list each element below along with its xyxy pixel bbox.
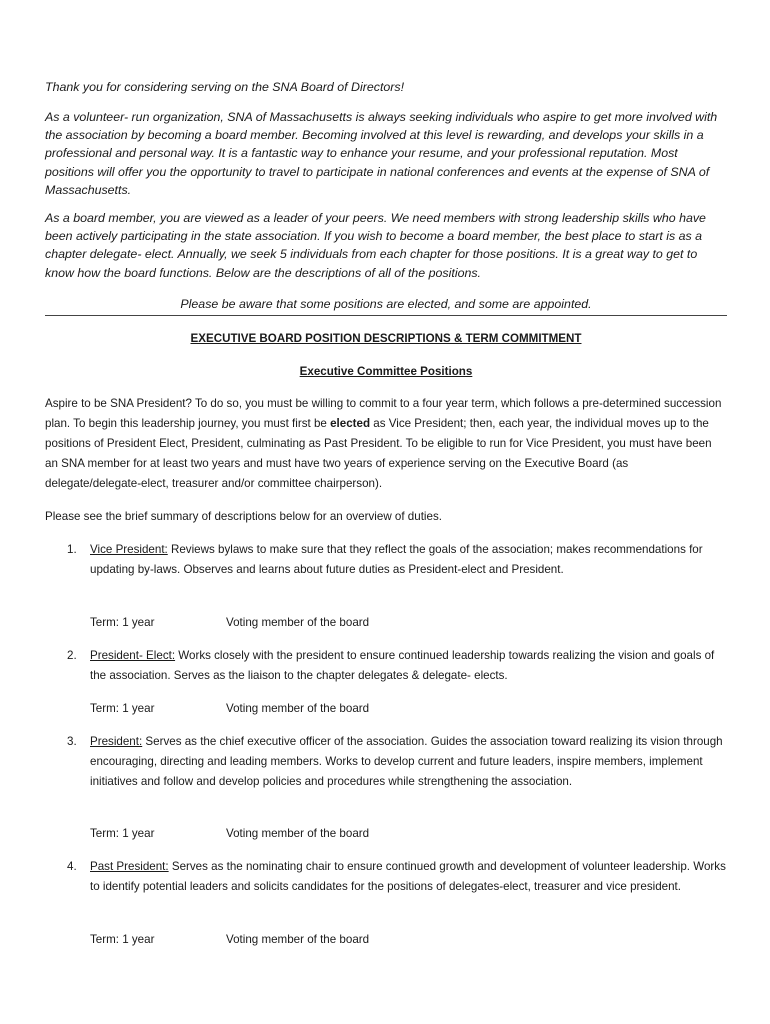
position-description [90,732,727,792]
list-number: 3. [67,735,77,748]
summary-note: Please see the brief summary of descriptions below for an overview of duties. [45,510,442,523]
list-number: 4. [67,860,77,873]
voting-status: Voting member of the board [226,702,370,715]
aspire-text-after: as Vice President; then, each year, the individual moves up to the positions of President Elect, President, culminating as Past President. To be eligible to run for Vice President, you must have been an SNA member for at least two years and must have two years of experience serving on the Executive Board (as delegate/delegate-elect, treasurer and/or committee chairperson). [45,417,712,490]
position-desc-text: Reviews bylaws to make sure that they reflect the goals of the association; makes recommendations for updating by-laws. Observes and learns about future duties as President-elect and President. [90,543,703,576]
term-length: Term: 1 year [90,827,155,840]
term-length: Term: 1 year [90,933,155,946]
position-title: Vice President: [90,543,168,556]
list-number: 2. [67,649,77,662]
position-title: Past President: [90,860,169,873]
position-desc-text: Works closely with the president to ensure continued leadership towards realizing the vision and goals of the association. Serves as the liaison to the chapter delegates & delegate- elects. [90,649,715,682]
aspire-paragraph [45,394,725,494]
position-title: President- Elect: [90,649,176,662]
horizontal-divider [45,315,727,316]
aspire-bold-elected: elected [330,417,371,430]
intro-paragraph-1: As a volunteer- run organization, SNA of Massachusetts is always seeking individuals who aspire to get more involved with the association by becoming a board member. Becoming involved at this level is rewarding, and develops your skills in a professional and personal way. It is a fantastic way to enhance your resume, and your professional reputation. Most positions will offer you the opportunity to travel to participate in national conferences and events at the expense of SNA of Massachusetts. [45,110,718,197]
position-title: President: [90,735,143,748]
list-number: 1. [67,543,77,556]
aspire-text-before: Aspire to be SNA President? To do so, you must be willing to commit to a four year term, which follows a pre-determined succession plan. To begin this leadership journey, you must first be [45,397,722,430]
position-description [90,540,727,580]
position-description [90,857,727,897]
position-desc-text: Serves as the nominating chair to ensure continued growth and development of volunteer leadership. Works to identify potential leaders and solicits candidates for the positions of delegates-elect, treasurer and vice president. [90,860,726,893]
term-length: Term: 1 year [90,702,155,715]
intro-paragraph-2: As a board member, you are viewed as a leader of your peers. We need members with strong leadership skills who have been actively participating in the state association. If you wish to become a board member, the best place to start is as a chapter delegate- elect. Annually, we seek 5 individuals from each chapter for those positions. It is a great way to get to know how the board functions. Below are the descriptions of all of the positions. [45,211,706,280]
voting-status: Voting member of the board [226,933,370,946]
voting-status: Voting member of the board [226,616,370,629]
elected-appointed-note: Please be aware that some positions are elected, and some are appointed. [180,297,592,311]
position-desc-text: Serves as the chief executive officer of the association. Guides the association toward realizing its vision through encouraging, directing and leading members. Works to develop current and future leaders, inspire members, implement initiatives and follow and develop policies and procedures while strengthening the association. [90,735,723,788]
term-length: Term: 1 year [90,616,155,629]
sub-heading: Executive Committee Positions [299,365,473,378]
position-description [90,646,727,686]
main-heading: EXECUTIVE BOARD POSITION DESCRIPTIONS & TERM COMMITMENT [190,332,582,345]
thank-you-line: Thank you for considering serving on the SNA Board of Directors! [45,80,405,94]
voting-status: Voting member of the board [226,827,370,840]
